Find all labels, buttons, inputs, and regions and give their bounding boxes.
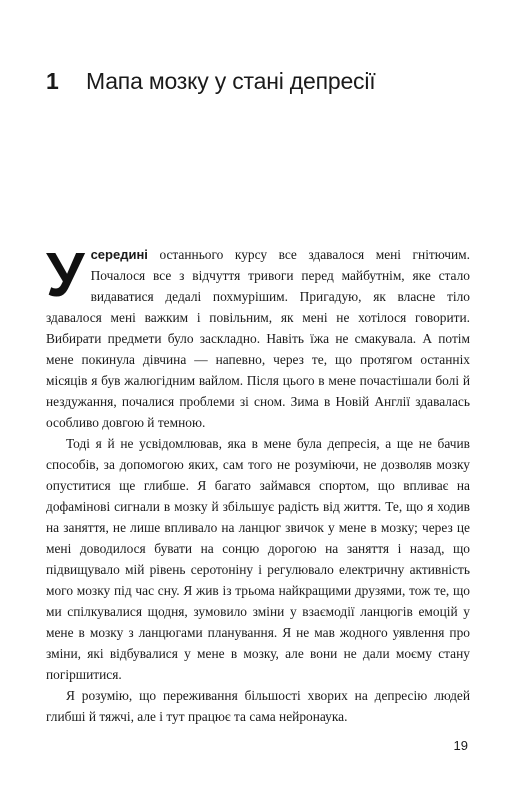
paragraph-1-text: останнього курсу все здавалося мені гнітючим. Почалося все з відчуття тривоги перед майбутнім, яке стало видаватися дедалі похмурішим. Пригадую, як власне тіло здавалося мені важким і повільним, як мені не хотілося говорити. Вибирати предмети було заскладно. Навіть їжа не смакувала. А потім мене покинула дівчина — напевно, через те, що протягом останніх місяців я був жалюгідним вайлом. Після цього в мене почастішали болі й нездужання, почалися проблеми зі сном. Зима в Новій Англії здавалась особливо довгою й темною. xyxy=(46,247,470,430)
chapter-title: Мапа мозку у стані депресії xyxy=(86,68,376,94)
drop-cap: У xyxy=(46,241,85,310)
body-text xyxy=(46,241,470,727)
paragraph-2: Тоді я й не усвідомлював, яка в мене була депресія, а ще не бачив способів, за допомогою яких, сам того не розуміючи, не дозволяв мозку опуститися ще глибше. Я багато займався спортом, що впливає на дофамінові сигнали в мозку й збільшує радість від життя. Те, що я ходив на заняття, не лише впливало на ланцюг звичок у мене в мозку; через це мені доводилося бувати на сонцю дорогою на заняття і назад, що підвищувало мій рівень серотоніну і регулювало електричну активність мого мозку під час сну. Я жив із трьома найкращими друзями, тож те, що ми спілкувалися щодня, зумовило зміни у взаємодії ланцюгів емоцій у мене в мозку з ланцюгами планування. Я не мав жодного уявлення про зміни, які відбувалися у мене в мозку, але вони не дали моєму стану погіршитися. xyxy=(46,436,470,682)
paragraph-1 xyxy=(46,241,470,433)
chapter-number: 1 xyxy=(46,68,59,94)
paragraph-3: Я розумію, що переживання більшості хворих на депресію людей глибші й тяжчі, але і тут працює та сама нейронаука. xyxy=(46,688,470,724)
chapter-heading xyxy=(46,66,375,96)
page-number: 19 xyxy=(453,738,468,753)
lead-word: середині xyxy=(90,247,148,262)
